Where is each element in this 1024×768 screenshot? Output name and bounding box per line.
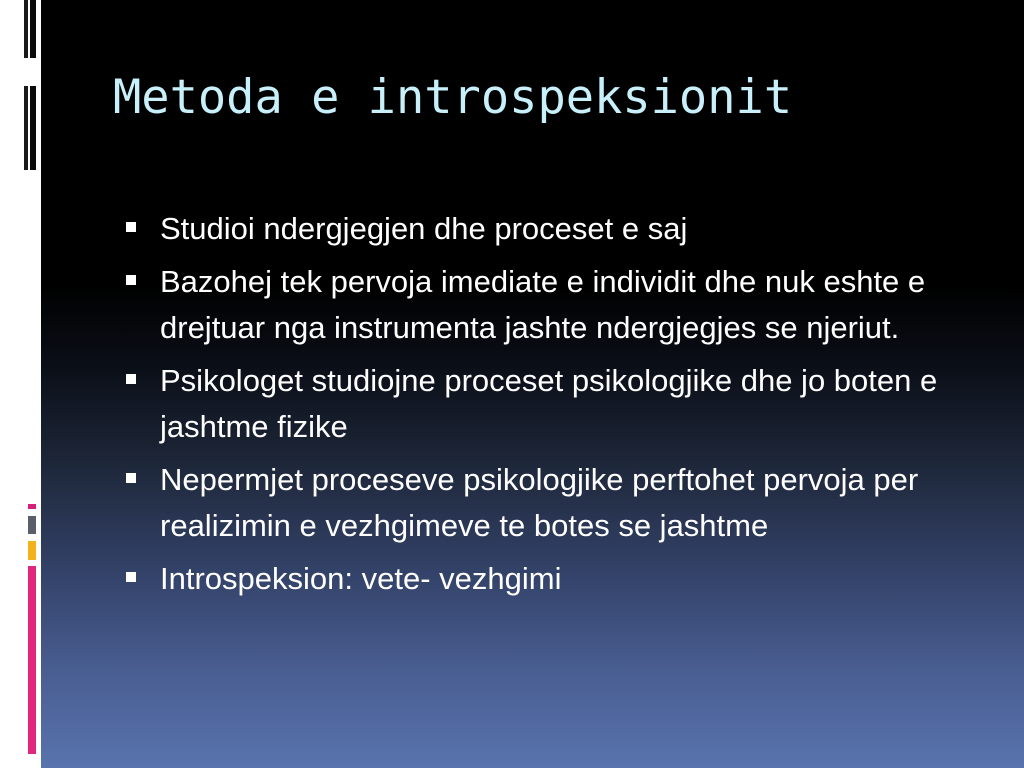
- decorative-accent-pink-long: [28, 566, 36, 754]
- decorative-accent-gray: [28, 516, 36, 534]
- square-bullet-icon: [126, 222, 136, 232]
- decorative-accent-yellow: [28, 541, 36, 560]
- bullet-text: Studioi ndergjegjen dhe proceset e saj: [160, 211, 688, 246]
- square-bullet-icon: [126, 572, 136, 582]
- bullet-item: [126, 206, 956, 252]
- bullet-text: Nepermjet proceseve psikologjike perftohet pervoja per realizimin e vezhgimeve te botes se jashtme: [160, 462, 919, 543]
- square-bullet-icon: [126, 275, 136, 285]
- decorative-bar: [24, 86, 28, 170]
- bullet-item: [126, 556, 956, 602]
- bullet-text: Psikologet studiojne proceset psikologjike dhe jo boten e jashtme fizike: [160, 363, 938, 444]
- decorative-accent-pink: [28, 504, 36, 509]
- decorative-bar: [30, 0, 36, 58]
- bullet-text: Bazohej tek pervoja imediate e individit dhe nuk eshte e drejtuar nga instrumenta jashte ndergjegjes se njeriut.: [160, 264, 926, 345]
- bullet-list: [126, 206, 956, 609]
- square-bullet-icon: [126, 473, 136, 483]
- square-bullet-icon: [126, 374, 136, 384]
- bullet-text: Introspeksion: vete- vezhgimi: [160, 561, 562, 596]
- bullet-item: [126, 358, 956, 450]
- decorative-bar: [24, 0, 28, 58]
- bullet-item: [126, 259, 956, 351]
- slide-title: Metoda e introspeksionit: [113, 70, 793, 125]
- left-margin-strip: [0, 0, 41, 768]
- bullet-item: [126, 457, 956, 549]
- decorative-bar: [30, 86, 36, 170]
